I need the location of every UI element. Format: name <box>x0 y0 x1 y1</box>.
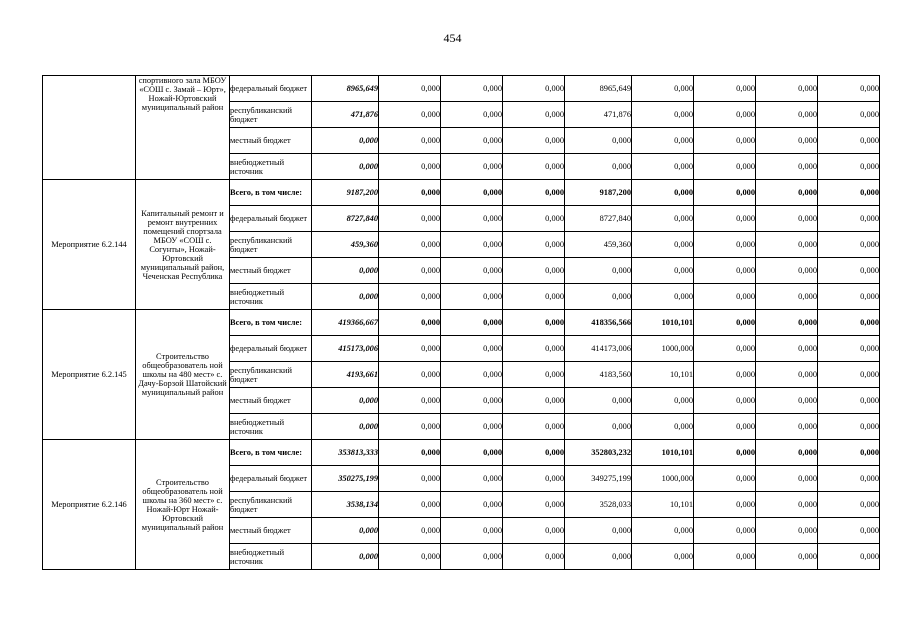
value-cell: 0,000 <box>818 284 880 310</box>
value-cell: 0,000 <box>441 128 503 154</box>
value-cell: 0,000 <box>818 388 880 414</box>
value-cell: 0,000 <box>379 336 441 362</box>
value-cell: 0,000 <box>503 440 565 466</box>
value-cell: 0,000 <box>694 258 756 284</box>
value-cell: 0,000 <box>632 388 694 414</box>
total-cell: 0,000 <box>312 414 379 440</box>
value-cell: 0,000 <box>565 388 632 414</box>
value-cell: 0,000 <box>503 492 565 518</box>
value-cell: 0,000 <box>818 440 880 466</box>
value-cell: 459,360 <box>565 232 632 258</box>
value-cell: 0,000 <box>565 518 632 544</box>
total-cell: 459,360 <box>312 232 379 258</box>
value-cell: 0,000 <box>756 154 818 180</box>
value-cell: 349275,199 <box>565 466 632 492</box>
value-cell: 0,000 <box>756 284 818 310</box>
value-cell: 0,000 <box>441 180 503 206</box>
funding-source-cell: внебюджетный источник <box>230 154 312 180</box>
value-cell: 471,876 <box>565 102 632 128</box>
value-cell: 0,000 <box>441 388 503 414</box>
value-cell: 4183,560 <box>565 362 632 388</box>
activity-cell: Мероприятие 6.2.145 <box>43 310 136 440</box>
total-cell: 4193,661 <box>312 362 379 388</box>
budget-table <box>42 75 880 570</box>
value-cell: 0,000 <box>756 206 818 232</box>
funding-source-cell: федеральный бюджет <box>230 466 312 492</box>
value-cell: 0,000 <box>441 154 503 180</box>
table-row <box>43 76 880 102</box>
value-cell: 0,000 <box>694 310 756 336</box>
value-cell: 0,000 <box>441 466 503 492</box>
value-cell: 0,000 <box>694 466 756 492</box>
value-cell: 0,000 <box>379 154 441 180</box>
total-cell: 8965,649 <box>312 76 379 102</box>
value-cell: 0,000 <box>565 128 632 154</box>
value-cell: 0,000 <box>441 206 503 232</box>
value-cell: 0,000 <box>818 544 880 570</box>
value-cell: 0,000 <box>632 284 694 310</box>
value-cell: 0,000 <box>632 102 694 128</box>
activity-cell: Мероприятие 6.2.146 <box>43 440 136 570</box>
value-cell: 0,000 <box>441 544 503 570</box>
value-cell: 0,000 <box>818 154 880 180</box>
value-cell: 0,000 <box>379 362 441 388</box>
value-cell: 0,000 <box>379 388 441 414</box>
value-cell: 0,000 <box>694 180 756 206</box>
value-cell: 0,000 <box>632 518 694 544</box>
value-cell: 0,000 <box>694 128 756 154</box>
value-cell: 0,000 <box>694 284 756 310</box>
value-cell: 414173,006 <box>565 336 632 362</box>
funding-source-cell: местный бюджет <box>230 258 312 284</box>
value-cell: 0,000 <box>756 518 818 544</box>
funding-source-cell: Всего, в том числе: <box>230 310 312 336</box>
description-cell: Капитальный ремонт и ремонт внутренних помещений спортзала МБОУ «СОШ с. Согунты», Ножай-Юртовский муниципальный район, Чеченская Республика <box>136 180 230 310</box>
value-cell: 0,000 <box>441 414 503 440</box>
funding-source-cell: республиканский бюджет <box>230 362 312 388</box>
funding-source-cell: внебюджетный источник <box>230 414 312 440</box>
value-cell: 10,101 <box>632 492 694 518</box>
value-cell: 0,000 <box>756 466 818 492</box>
value-cell: 0,000 <box>818 466 880 492</box>
value-cell: 0,000 <box>379 284 441 310</box>
value-cell: 0,000 <box>756 362 818 388</box>
funding-source-cell: республиканский бюджет <box>230 232 312 258</box>
value-cell: 0,000 <box>503 362 565 388</box>
funding-source-cell: федеральный бюджет <box>230 206 312 232</box>
value-cell: 0,000 <box>694 518 756 544</box>
value-cell: 0,000 <box>379 440 441 466</box>
table-row <box>43 440 880 466</box>
funding-source-cell: федеральный бюджет <box>230 336 312 362</box>
value-cell: 0,000 <box>756 128 818 154</box>
value-cell: 0,000 <box>756 544 818 570</box>
value-cell: 0,000 <box>694 362 756 388</box>
value-cell: 9187,200 <box>565 180 632 206</box>
value-cell: 352803,232 <box>565 440 632 466</box>
value-cell: 0,000 <box>756 414 818 440</box>
value-cell: 0,000 <box>441 440 503 466</box>
value-cell: 0,000 <box>632 154 694 180</box>
value-cell: 0,000 <box>756 336 818 362</box>
value-cell: 0,000 <box>503 414 565 440</box>
table-row <box>43 180 880 206</box>
value-cell: 0,000 <box>818 362 880 388</box>
value-cell: 1000,000 <box>632 336 694 362</box>
value-cell: 0,000 <box>818 206 880 232</box>
value-cell: 0,000 <box>818 128 880 154</box>
value-cell: 0,000 <box>565 154 632 180</box>
total-cell: 0,000 <box>312 128 379 154</box>
total-cell: 0,000 <box>312 518 379 544</box>
value-cell: 0,000 <box>379 102 441 128</box>
value-cell: 0,000 <box>756 102 818 128</box>
total-cell: 471,876 <box>312 102 379 128</box>
value-cell: 0,000 <box>694 336 756 362</box>
value-cell: 0,000 <box>503 206 565 232</box>
value-cell: 1010,101 <box>632 310 694 336</box>
value-cell: 0,000 <box>441 76 503 102</box>
value-cell: 0,000 <box>379 518 441 544</box>
value-cell: 0,000 <box>503 310 565 336</box>
value-cell: 8727,840 <box>565 206 632 232</box>
value-cell: 0,000 <box>441 336 503 362</box>
value-cell: 0,000 <box>441 362 503 388</box>
value-cell: 0,000 <box>818 76 880 102</box>
total-cell: 0,000 <box>312 284 379 310</box>
total-cell: 0,000 <box>312 544 379 570</box>
value-cell: 0,000 <box>503 76 565 102</box>
value-cell: 0,000 <box>565 414 632 440</box>
value-cell: 8965,649 <box>565 76 632 102</box>
funding-source-cell: местный бюджет <box>230 128 312 154</box>
value-cell: 0,000 <box>632 180 694 206</box>
total-cell: 8727,840 <box>312 206 379 232</box>
value-cell: 0,000 <box>379 544 441 570</box>
value-cell: 0,000 <box>441 492 503 518</box>
value-cell: 10,101 <box>632 362 694 388</box>
value-cell: 0,000 <box>694 154 756 180</box>
value-cell: 1000,000 <box>632 466 694 492</box>
value-cell: 0,000 <box>379 414 441 440</box>
total-cell: 353813,333 <box>312 440 379 466</box>
funding-source-cell: местный бюджет <box>230 518 312 544</box>
value-cell: 0,000 <box>694 232 756 258</box>
value-cell: 0,000 <box>379 128 441 154</box>
value-cell: 0,000 <box>756 232 818 258</box>
value-cell: 0,000 <box>694 206 756 232</box>
value-cell: 0,000 <box>632 414 694 440</box>
value-cell: 0,000 <box>694 414 756 440</box>
table-row <box>43 310 880 336</box>
value-cell: 0,000 <box>441 284 503 310</box>
value-cell: 0,000 <box>756 258 818 284</box>
value-cell: 0,000 <box>756 440 818 466</box>
value-cell: 0,000 <box>756 310 818 336</box>
value-cell: 418356,566 <box>565 310 632 336</box>
value-cell: 0,000 <box>441 518 503 544</box>
value-cell: 0,000 <box>694 102 756 128</box>
activity-cell <box>43 76 136 180</box>
funding-source-cell: Всего, в том числе: <box>230 180 312 206</box>
value-cell: 0,000 <box>632 232 694 258</box>
value-cell: 0,000 <box>379 76 441 102</box>
value-cell: 0,000 <box>818 414 880 440</box>
value-cell: 0,000 <box>756 76 818 102</box>
total-cell: 0,000 <box>312 388 379 414</box>
total-cell: 9187,200 <box>312 180 379 206</box>
value-cell: 0,000 <box>565 544 632 570</box>
value-cell: 0,000 <box>379 232 441 258</box>
activity-cell: Мероприятие 6.2.144 <box>43 180 136 310</box>
value-cell: 0,000 <box>503 154 565 180</box>
total-cell: 0,000 <box>312 258 379 284</box>
value-cell: 0,000 <box>818 336 880 362</box>
value-cell: 0,000 <box>756 492 818 518</box>
description-cell: Строительство общеобразователь ной школы на 480 мест» с. Дачу-Борзой Шатойский муниципальный район <box>136 310 230 440</box>
value-cell: 0,000 <box>441 310 503 336</box>
value-cell: 0,000 <box>503 518 565 544</box>
funding-source-cell: Всего, в том числе: <box>230 440 312 466</box>
value-cell: 0,000 <box>632 76 694 102</box>
total-cell: 3538,134 <box>312 492 379 518</box>
value-cell: 0,000 <box>503 232 565 258</box>
funding-source-cell: внебюджетный источник <box>230 544 312 570</box>
total-cell: 415173,006 <box>312 336 379 362</box>
value-cell: 0,000 <box>694 388 756 414</box>
value-cell: 0,000 <box>503 180 565 206</box>
value-cell: 0,000 <box>818 180 880 206</box>
value-cell: 0,000 <box>379 310 441 336</box>
total-cell: 419366,667 <box>312 310 379 336</box>
value-cell: 0,000 <box>818 258 880 284</box>
value-cell: 0,000 <box>565 258 632 284</box>
value-cell: 0,000 <box>441 258 503 284</box>
value-cell: 0,000 <box>503 544 565 570</box>
value-cell: 0,000 <box>632 206 694 232</box>
value-cell: 0,000 <box>818 232 880 258</box>
value-cell: 0,000 <box>694 544 756 570</box>
value-cell: 0,000 <box>503 102 565 128</box>
total-cell: 0,000 <box>312 154 379 180</box>
value-cell: 0,000 <box>694 492 756 518</box>
value-cell: 0,000 <box>503 466 565 492</box>
value-cell: 0,000 <box>632 258 694 284</box>
value-cell: 0,000 <box>379 492 441 518</box>
description-cell: спортивного зала МБОУ «СОШ с. Замай – Юрт», Ножай-Юртовский муниципальный район <box>136 76 230 180</box>
value-cell: 0,000 <box>441 102 503 128</box>
value-cell: 0,000 <box>694 76 756 102</box>
funding-source-cell: республиканский бюджет <box>230 492 312 518</box>
value-cell: 0,000 <box>441 232 503 258</box>
value-cell: 0,000 <box>818 102 880 128</box>
value-cell: 0,000 <box>503 336 565 362</box>
value-cell: 0,000 <box>632 128 694 154</box>
value-cell: 0,000 <box>818 518 880 544</box>
value-cell: 0,000 <box>818 310 880 336</box>
value-cell: 0,000 <box>694 440 756 466</box>
value-cell: 0,000 <box>565 284 632 310</box>
value-cell: 0,000 <box>503 258 565 284</box>
value-cell: 0,000 <box>379 258 441 284</box>
funding-source-cell: внебюджетный источник <box>230 284 312 310</box>
value-cell: 0,000 <box>379 466 441 492</box>
total-cell: 350275,199 <box>312 466 379 492</box>
value-cell: 3528,033 <box>565 492 632 518</box>
value-cell: 1010,101 <box>632 440 694 466</box>
page-number: 454 <box>443 31 462 45</box>
funding-source-cell: федеральный бюджет <box>230 76 312 102</box>
value-cell: 0,000 <box>632 544 694 570</box>
value-cell: 0,000 <box>818 492 880 518</box>
value-cell: 0,000 <box>379 206 441 232</box>
funding-source-cell: республиканский бюджет <box>230 102 312 128</box>
value-cell: 0,000 <box>503 128 565 154</box>
value-cell: 0,000 <box>503 284 565 310</box>
value-cell: 0,000 <box>756 180 818 206</box>
value-cell: 0,000 <box>756 388 818 414</box>
funding-source-cell: местный бюджет <box>230 388 312 414</box>
description-cell: Строительство общеобразователь ной школы на 360 мест» с. Ножай-Юрт Ножай-Юртовский муниципальный район <box>136 440 230 570</box>
value-cell: 0,000 <box>503 388 565 414</box>
value-cell: 0,000 <box>379 180 441 206</box>
